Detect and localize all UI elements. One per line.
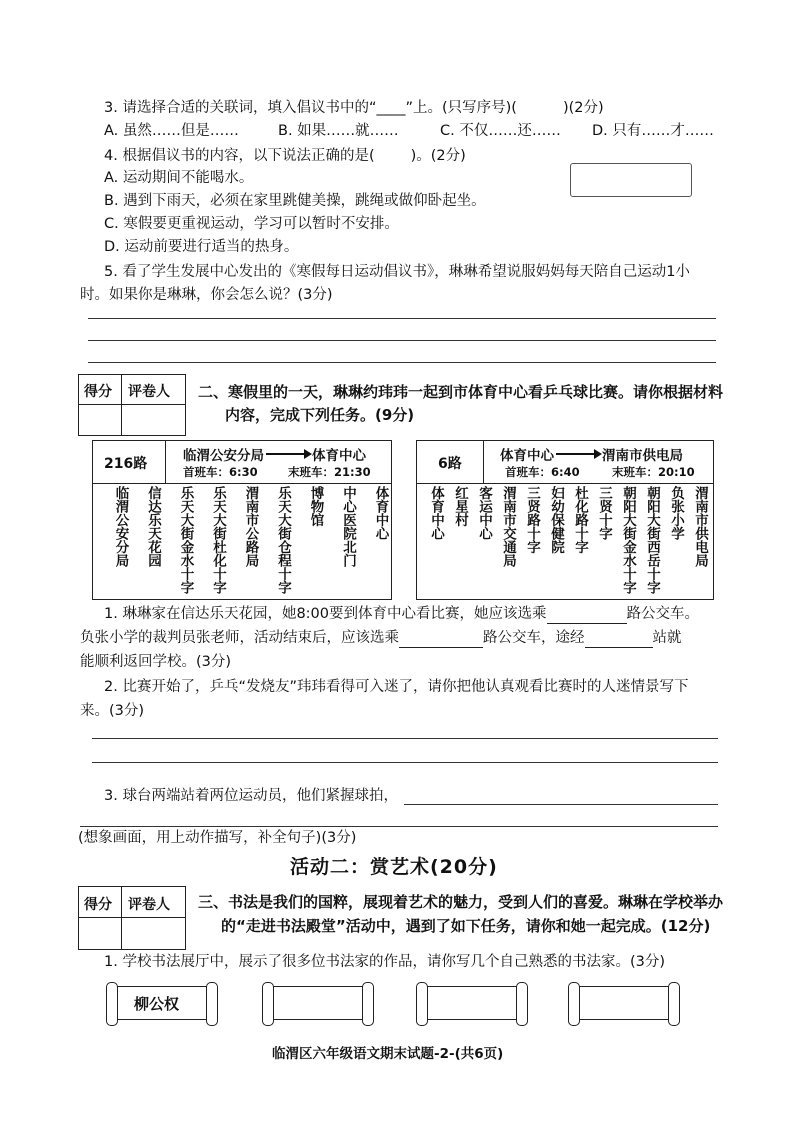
q4-option-b[interactable]: B. 遇到下雨天，必须在家里跳健美操，跳绳或做仰卧起坐。 — [104, 193, 486, 209]
section3-heading-line1: 三、书法是我们的国粹，展现着艺术的魅力，受到人们的喜爱。琳琳在学校举办 — [198, 893, 724, 911]
bus-216-direction: 临渭公安分局 体育中心 — [183, 448, 366, 464]
bus-stop: 朝阳大街西岳十字 — [644, 486, 660, 594]
bus-stop: 乐天大街金水十字 — [177, 486, 194, 594]
q4-option-d[interactable]: D. 运动前要进行适当的热身。 — [104, 239, 299, 255]
calligrapher-scroll-1: 柳公权 — [106, 982, 218, 1024]
s2q1-blank-3[interactable] — [585, 633, 653, 648]
q5-line2: 时。如果你是琳琳，你会怎么说？(3分) — [80, 287, 333, 303]
q3-option-b[interactable]: B. 如果……就…… — [278, 123, 399, 139]
bus-stop: 负张小学 — [668, 486, 684, 540]
s2q2-answer-line-1[interactable] — [92, 738, 718, 739]
s3q1-question: 1. 学校书法展厅中，展示了很多位书法家的作品，请你写几个自己熟悉的书法家。(3分) — [104, 954, 665, 970]
s2q1-line3: 能顺利返回学校。(3分) — [80, 654, 232, 670]
calligrapher-scroll-2[interactable] — [262, 982, 374, 1024]
bus-stop: 朝阳大街金水十字 — [620, 486, 636, 594]
score-box-section3: 得分 评卷人 — [78, 886, 186, 950]
page-footer: 临渭区六年级语文期末试题-2-(共6页) — [272, 1046, 504, 1062]
bus-stop: 红星村 — [452, 486, 468, 527]
bus-stop: 乐天大街杜化十字 — [210, 486, 226, 594]
section2-heading-line2: 内容，完成下列任务。(9分) — [225, 406, 415, 424]
q3-option-a[interactable]: A. 虽然……但是…… — [104, 123, 239, 139]
bus-216-stops — [96, 486, 389, 594]
arrow-right-icon — [556, 453, 600, 455]
section3-heading-line2: 的“走进书法殿堂”活动中，遇到了如下任务，请你和她一起完成。(12分) — [221, 917, 711, 935]
arrow-right-icon — [266, 453, 310, 455]
s2q3-answer-line-1[interactable] — [404, 804, 718, 805]
bus-216-first: 首班车：6:30 — [183, 465, 258, 479]
bus-stop: 三贤路十字 — [524, 486, 540, 554]
q5-line1: 5. 看了学生发展中心发出的《寒假每日运动倡议书》，琳琳希望说服妈妈每天陪自己运动1小 — [104, 264, 690, 280]
bus-stop: 杜化路十字 — [572, 486, 588, 554]
s2q3-answer-line-2[interactable] — [80, 826, 718, 827]
s2q3-line1: 3. 球台两端站着两位运动员，他们紧握球拍， — [104, 788, 398, 804]
s2q2-line1: 2. 比赛开始了，乒乓“发烧友”玮玮看得可入迷了，请你把他认真观看比赛时的人迷情景写下 — [104, 679, 689, 695]
bus-stop: 体育中心 — [428, 486, 444, 540]
bus-stop: 乐天大街仓程十字 — [275, 486, 291, 594]
bus-stop: 临渭公安分局 — [112, 486, 129, 567]
bus-6-last: 末班车：20:10 — [612, 465, 695, 479]
q4-option-a[interactable]: A. 运动期间不能喝水。 — [104, 170, 254, 186]
bus-stop: 渭南市交通局 — [500, 486, 516, 567]
s2q2-line2: 来。(3分) — [80, 703, 145, 719]
bus-stop: 体育中心 — [372, 486, 389, 540]
bus-216-last: 末班车：21:30 — [288, 465, 371, 479]
calligrapher-scroll-3[interactable] — [416, 982, 528, 1024]
bus-stop: 妇幼保健院 — [548, 486, 564, 554]
s2q2-answer-line-2[interactable] — [92, 762, 718, 763]
bus-6-stops — [420, 486, 708, 594]
activity2-title: 活动二：赏艺术(20分) — [290, 856, 498, 878]
q3-option-c[interactable]: C. 不仅……还…… — [440, 123, 561, 139]
s2q3-line2: (想象画面，用上动作描写，补全句子)(3分) — [78, 830, 357, 846]
q4-option-c[interactable]: C. 寒假要更重视运动，学习可以暂时不安排。 — [104, 216, 399, 232]
bus-stop: 渭南市公路局 — [242, 486, 259, 567]
bus-stop: 信达乐天花园 — [145, 486, 161, 567]
s2q1-blank-1[interactable] — [547, 609, 627, 624]
s2q1-blank-2[interactable] — [399, 633, 483, 648]
q3-stem: 3. 请选择合适的关联词，填入倡议书中的“____”上。(只写序号)( )(2分) — [104, 100, 604, 116]
s2q1-line1: 1. 琳琳家在信达乐天花园，她8:00要到体育中心看比赛，她应该选乘 路公交车。 — [104, 606, 700, 622]
s2q1-line2: 负张小学的裁判员张老师，活动结束后，应该选乘 路公交车，途经 站就 — [80, 630, 682, 646]
bus-stop: 博物馆 — [307, 486, 324, 527]
section2-heading-line1: 二、寒假里的一天，琳琳约玮玮一起到市体育中心看乒乓球比赛。请你根据材料 — [198, 383, 724, 401]
bus-stop: 中心医院北门 — [340, 486, 356, 567]
bus-stop: 渭南市供电局 — [692, 486, 708, 567]
bus-stop: 客运中心 — [476, 486, 492, 540]
q5-answer-line-3[interactable] — [88, 362, 716, 363]
bus-6-first: 首班车：6:40 — [505, 465, 580, 479]
score-box-section2: 得分 评卷人 — [78, 374, 186, 436]
bus-6-route: 6路 — [438, 456, 462, 472]
q5-answer-line-1[interactable] — [88, 318, 716, 319]
calligrapher-scroll-4[interactable] — [568, 982, 680, 1024]
q3-option-d[interactable]: D. 只有……才…… — [592, 123, 714, 139]
bus-stop: 三贤十字 — [596, 486, 612, 540]
q4-stem: 4. 根据倡议书的内容，以下说法正确的是( )。(2分) — [104, 148, 466, 164]
bus-216-route: 216路 — [104, 456, 148, 472]
q5-answer-line-2[interactable] — [88, 340, 716, 341]
bus-6-direction: 体育中心 渭南市供电局 — [500, 448, 683, 464]
answer-box — [570, 163, 692, 197]
